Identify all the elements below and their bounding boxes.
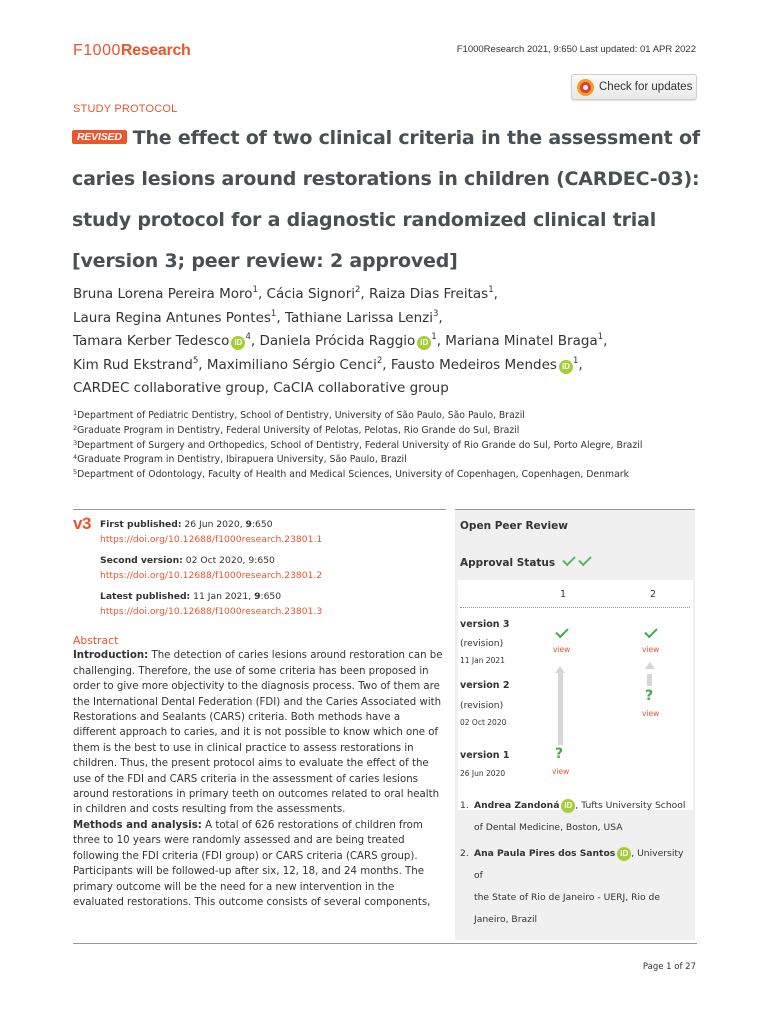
version-connector xyxy=(558,673,563,745)
affiliation-item: $^3$Department of Surgery and Orthopedics, School of Dentistry, Federal University of Rio Grande do Sul, Porto Alegre, Brazil xyxy=(73,438,643,451)
check-icon xyxy=(562,553,575,566)
reviewer-item: 2. Ana Paula Pires dos Santos iD , University of the State of Rio de Janeiro - UERJ, Rio de Janeiro, Brazil xyxy=(460,848,684,925)
view-link[interactable]: view xyxy=(552,767,570,776)
latest-published: Latest published: 11 Jan 2021, 9:650 https://doi.org/10.12688/f1000research.23801.3 xyxy=(100,591,323,617)
author-name[interactable]: Fausto Medeiros Mendes xyxy=(390,356,557,373)
view-link[interactable]: view xyxy=(642,645,660,654)
reviewer-column-2: 2 xyxy=(650,589,657,600)
view-link[interactable]: view xyxy=(642,709,660,718)
reviewer-name[interactable]: Ana Paula Pires dos Santos xyxy=(474,848,616,859)
version-2-label: version 2 xyxy=(460,680,510,691)
version-3-revision: (revision) xyxy=(460,638,504,649)
approved-check-icon xyxy=(555,625,568,638)
crossmark-icon xyxy=(577,79,594,96)
affiliation-item: $^1$Department of Pediatric Dentistry, School of Dentistry, University of São Paulo, São Paulo, Brazil xyxy=(73,409,525,421)
reviewer-name[interactable]: Andrea Zandoná xyxy=(474,800,560,811)
affiliation-item: $^2$Graduate Program in Dentistry, Federal University of Pelotas, Pelotas, Rio Grande do Sul, Brazil xyxy=(73,423,520,436)
orcid-icon[interactable]: iD xyxy=(559,360,573,374)
title-line-3: study protocol for a diagnostic randomized clinical trial xyxy=(72,209,657,231)
orcid-icon[interactable]: iD xyxy=(231,336,245,350)
title-line-2: caries lesions around restorations in children (CARDEC-03): xyxy=(72,168,700,190)
revised-badge: REVISED xyxy=(72,130,127,144)
header-divider xyxy=(460,607,690,608)
abstract-methods: Methods and analysis: A total of 626 restorations of children from three to 10 years were randomly assessed and are being treated following the FDI criteria (FDI group) or CARS criteria (CARS group). Participants will be followed-up after six, 12, 18, and 24 months. The primary outcome will be the need for a new intervention in the evaluated restorations. This outcome consists of several components, xyxy=(73,819,431,908)
version-connector xyxy=(647,674,652,686)
check-updates-label: Check for updates xyxy=(599,81,693,93)
version-1-date: 26 Jun 2020 xyxy=(460,769,506,778)
version-2-revision: (revision) xyxy=(460,700,504,711)
approved-check-icon xyxy=(644,625,657,638)
author-list: Bruna Lorena Pereira Moro$^1$, Cácia Signori$^2$, Raiza Dias Freitas$^1$, Laura Regina Antunes Pontes$^1$, Tathiane Larissa Lenzi$^3$, Tamara Kerber Tedesco $iD^4$, Daniela Prócida Raggio $iD^1$, Mariana Minatel Braga$^1$, Kim Rud Ekstrand$^5$, Maximiliano Sérgio Cenci$^2$, Fausto Medeiros Mendes $iD^1$, CARDEC collaborative group, CaCIA collaborative group xyxy=(73,285,608,396)
author-name[interactable]: Laura Regina Antunes Pontes xyxy=(73,309,271,326)
author-name[interactable]: Mariana Minatel Braga xyxy=(445,333,598,349)
title-line-1: The effect of two clinical criteria in the assessment of xyxy=(132,127,700,149)
orcid-icon[interactable]: iD xyxy=(561,799,575,813)
f1000research-logo[interactable] xyxy=(73,42,191,60)
check-for-updates-button[interactable] xyxy=(571,74,697,100)
view-link[interactable]: view xyxy=(553,645,571,654)
author-name[interactable]: Maximiliano Sérgio Cenci xyxy=(206,356,377,373)
peer-review-title: Open Peer Review xyxy=(460,520,568,532)
peer-review-table xyxy=(458,580,693,810)
orcid-icon[interactable]: iD xyxy=(617,847,631,861)
question-icon: ? xyxy=(555,746,564,762)
affiliation-item: $^4$Graduate Program in Dentistry, Ibirapuera University, São Paulo, Brazil xyxy=(73,453,407,466)
abstract-introduction: Introduction: The detection of caries lesions around restoration can be challenging. Therefore, the use of some criteria has been proposed in order to give more objectivity to the diagnosis process. Two of them are the International Dental Federation (FDI) and the Caries Associated with Restorations and Sealants (CARS) criteria. Both methods have a different approach to caries, and it is not possible to know which one of them is the best to use in clinical practice to assess restorations in children. Thus, the present protocol aims to evaluate the effect of the use of the FDI and CARS criteria in the assessment of caries lesions around restorations in primary teeth on outcomes related to oral health in children and costs resulting from the assessments. xyxy=(73,650,443,816)
approval-status: Approval Status xyxy=(460,556,591,569)
article-title xyxy=(72,118,702,282)
arrow-up-icon xyxy=(645,662,655,669)
abstract-heading: Abstract xyxy=(73,634,119,647)
affiliation-item: $^5$Department of Odontology, Faculty of Health and Medical Sciences, University of Copenhagen, Copenhagen, Denmark xyxy=(73,468,629,481)
author-name[interactable]: Cácia Signori xyxy=(266,286,355,302)
version-badge: v3 xyxy=(73,514,91,533)
author-group: CARDEC collaborative group, CaCIA collaborative group xyxy=(73,380,449,396)
author-name[interactable]: Bruna Lorena Pereira Moro xyxy=(73,286,253,302)
version-2-date: 02 Oct 2020 xyxy=(460,718,507,727)
doi-link[interactable]: https://doi.org/10.12688/f1000research.23801.1 xyxy=(100,534,323,545)
footer-divider xyxy=(73,943,697,944)
orcid-icon[interactable]: iD xyxy=(417,336,431,350)
first-published: First published: 26 Jun 2020, 9:650 https://doi.org/10.12688/f1000research.23801.1 xyxy=(100,519,323,545)
author-name[interactable]: Tamara Kerber Tedesco xyxy=(73,333,230,349)
author-name[interactable]: Tathiane Larissa Lenzi xyxy=(284,309,433,326)
reviewer-list xyxy=(460,795,695,935)
arrow-up-icon xyxy=(555,666,565,673)
publication-history xyxy=(73,509,446,617)
doi-link[interactable]: https://doi.org/10.12688/f1000research.23801.3 xyxy=(100,606,323,617)
author-name[interactable]: Raiza Dias Freitas xyxy=(369,286,489,302)
open-peer-review-panel xyxy=(455,509,695,940)
article-type: STUDY PROTOCOL xyxy=(73,103,178,115)
doi-link[interactable]: https://doi.org/10.12688/f1000research.23801.2 xyxy=(100,570,323,581)
header-meta: F1000Research 2021, 9:650 Last updated: 01 APR 2022 xyxy=(456,44,696,55)
second-version: Second version: 02 Oct 2020, 9:650 https://doi.org/10.12688/f1000research.23801.2 xyxy=(100,555,323,581)
author-name[interactable]: Kim Rud Ekstrand xyxy=(73,356,193,373)
affiliations xyxy=(73,409,713,483)
reviewer-column-1: 1 xyxy=(560,589,567,600)
version-3-label: version 3 xyxy=(460,619,510,630)
title-line-4: [version 3; peer review: 2 approved] xyxy=(72,250,458,272)
abstract xyxy=(73,633,446,910)
page-number: Page 1 of 27 xyxy=(642,962,696,972)
reviewer-item: 1. Andrea Zandoná iD , Tufts University School of Dental Medicine, Boston, USA xyxy=(460,800,686,833)
check-icon xyxy=(578,553,591,566)
author-name[interactable]: Daniela Prócida Raggio xyxy=(259,333,416,349)
version-3-date: 11 Jan 2021 xyxy=(460,656,505,665)
question-icon: ? xyxy=(645,688,654,704)
logo-f1000: F1000 xyxy=(73,42,121,59)
logo-research: Research xyxy=(120,42,191,59)
version-1-label: version 1 xyxy=(460,750,510,761)
